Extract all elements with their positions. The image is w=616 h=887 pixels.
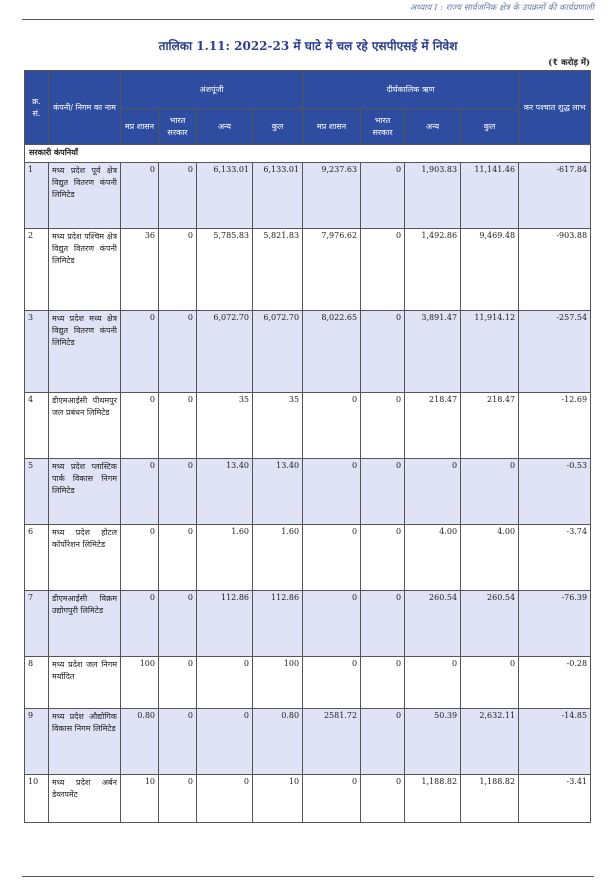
table-row	[25, 459, 591, 525]
cell-equity-other: 13.40	[197, 459, 253, 525]
cell-loan-total: 1,188.82	[461, 775, 519, 823]
cell-loan-mp: 0	[303, 393, 361, 459]
header-net-loss: कर पश्चात शुद्ध लाभ	[519, 71, 591, 145]
cell-equity-total: 0.80	[253, 709, 303, 775]
header-ln-india: भारत सरकार	[361, 109, 405, 145]
cell-company-name: मध्य प्रदेश अर्बन डेव्लपमेंट	[49, 775, 121, 823]
cell-equity-mp: 0	[121, 591, 159, 657]
cell-equity-mp: 0	[121, 525, 159, 591]
cell-equity-india: 0	[159, 775, 197, 823]
cell-company-name: डीएमआईसी पीथमपुर जल प्रबंधन लिमिटेड	[49, 393, 121, 459]
cell-equity-total: 35	[253, 393, 303, 459]
cell-loan-total: 0	[461, 657, 519, 709]
cell-equity-other: 0	[197, 709, 253, 775]
cell-equity-india: 0	[159, 229, 197, 311]
cell-loan-india: 0	[361, 775, 405, 823]
cell-loan-total: 11,141.46	[461, 163, 519, 229]
cell-company-name: मध्य प्रदेश प्लास्टिक पार्क विकास निगम लिमिटेड	[49, 459, 121, 525]
cell-net-loss: -903.88	[519, 229, 591, 311]
cell-equity-india: 0	[159, 657, 197, 709]
cell-equity-mp: 0	[121, 163, 159, 229]
cell-loan-india: 0	[361, 311, 405, 393]
header-eq-total: कुल	[253, 109, 303, 145]
cell-loan-india: 0	[361, 525, 405, 591]
cell-equity-mp: 36	[121, 229, 159, 311]
bottom-divider	[22, 876, 594, 877]
cell-sr: 5	[25, 459, 49, 525]
header-ln-other: अन्य	[405, 109, 461, 145]
table-row	[25, 163, 591, 229]
cell-sr: 1	[25, 163, 49, 229]
cell-equity-total: 5,821.83	[253, 229, 303, 311]
cell-company-name: डीएमआईसी विक्रम उद्योगपुरी लिमिटेड	[49, 591, 121, 657]
cell-equity-mp: 100	[121, 657, 159, 709]
cell-loan-total: 218.47	[461, 393, 519, 459]
cell-net-loss: -3.41	[519, 775, 591, 823]
cell-loan-other: 0	[405, 657, 461, 709]
cell-equity-mp: 0	[121, 459, 159, 525]
cell-equity-other: 112.86	[197, 591, 253, 657]
cell-equity-other: 5,785.83	[197, 229, 253, 311]
cell-loan-india: 0	[361, 591, 405, 657]
cell-sr: 2	[25, 229, 49, 311]
cell-equity-other: 0	[197, 657, 253, 709]
cell-equity-total: 13.40	[253, 459, 303, 525]
cell-loan-other: 1,903.83	[405, 163, 461, 229]
cell-equity-india: 0	[159, 163, 197, 229]
cell-loan-total: 4.00	[461, 525, 519, 591]
cell-loan-india: 0	[361, 229, 405, 311]
table-row	[25, 311, 591, 393]
cell-sr: 9	[25, 709, 49, 775]
cell-loan-mp: 0	[303, 525, 361, 591]
table-title: तालिका 1.11: 2022-23 में घाटे में चल रहे एसपीएसई में निवेश	[158, 39, 458, 53]
cell-sr: 8	[25, 657, 49, 709]
cell-net-loss: -617.84	[519, 163, 591, 229]
cell-loan-other: 50.39	[405, 709, 461, 775]
cell-loan-mp: 7,976.62	[303, 229, 361, 311]
cell-loan-mp: 2581.72	[303, 709, 361, 775]
table-row	[25, 657, 591, 709]
cell-loan-other: 1,492.86	[405, 229, 461, 311]
cell-company-name: मध्य प्रदेश जल निगम मर्यादित	[49, 657, 121, 709]
cell-net-loss: -12.69	[519, 393, 591, 459]
cell-equity-total: 6,133.01	[253, 163, 303, 229]
section-label: सरकारी कंपनियाँ	[25, 145, 591, 163]
header-sr: क्र. सं.	[25, 71, 49, 145]
cell-equity-india: 0	[159, 525, 197, 591]
cell-net-loss: -0.53	[519, 459, 591, 525]
cell-loan-mp: 0	[303, 459, 361, 525]
cell-loan-other: 260.54	[405, 591, 461, 657]
cell-equity-mp: 0	[121, 311, 159, 393]
cell-equity-india: 0	[159, 709, 197, 775]
cell-loan-india: 0	[361, 163, 405, 229]
cell-sr: 10	[25, 775, 49, 823]
unit-label: (₹ करोड़ में)	[548, 58, 590, 68]
table-row	[25, 393, 591, 459]
cell-loan-other: 0	[405, 459, 461, 525]
running-header: अध्याय I : राज्य सार्वजनिक क्षेत्र के उपक्रमों की कार्यप्रणाली	[409, 3, 594, 13]
header-eq-india: भारत सरकार	[159, 109, 197, 145]
cell-net-loss: -76.39	[519, 591, 591, 657]
table-row	[25, 775, 591, 823]
cell-loan-other: 3,891.47	[405, 311, 461, 393]
cell-sr: 7	[25, 591, 49, 657]
cell-company-name: मध्य प्रदेश मध्य क्षेत्र विद्युत वितरण कंपनी लिमिटेड	[49, 311, 121, 393]
cell-equity-india: 0	[159, 311, 197, 393]
cell-equity-other: 6,133.01	[197, 163, 253, 229]
header-ln-total: कुल	[461, 109, 519, 145]
header-equity: अंशपूंजी	[121, 71, 303, 109]
cell-equity-other: 1.60	[197, 525, 253, 591]
header-eq-other: अन्य	[197, 109, 253, 145]
cell-equity-mp: 10	[121, 775, 159, 823]
cell-company-name: मध्य प्रदेश पश्चिम क्षेत्र विद्युत वितरण कंपनी लिमिटेड	[49, 229, 121, 311]
top-divider	[22, 19, 594, 20]
table-row	[25, 591, 591, 657]
cell-equity-other: 35	[197, 393, 253, 459]
cell-loan-other: 218.47	[405, 393, 461, 459]
cell-sr: 4	[25, 393, 49, 459]
cell-equity-other: 0	[197, 775, 253, 823]
cell-loan-total: 260.54	[461, 591, 519, 657]
cell-equity-total: 112.86	[253, 591, 303, 657]
cell-loan-india: 0	[361, 393, 405, 459]
cell-equity-mp: 0	[121, 393, 159, 459]
cell-equity-total: 10	[253, 775, 303, 823]
cell-equity-total: 1.60	[253, 525, 303, 591]
cell-sr: 6	[25, 525, 49, 591]
cell-sr: 3	[25, 311, 49, 393]
cell-loan-total: 11,914.12	[461, 311, 519, 393]
cell-loan-other: 4.00	[405, 525, 461, 591]
cell-company-name: मध्य प्रदेश होटल कॉर्पोरेशन लिमिटेड	[49, 525, 121, 591]
header-loan: दीर्घकालिक ऋण	[303, 71, 519, 109]
cell-company-name: मध्य प्रदेश औद्योगिक विकास निगम लिमिटेड	[49, 709, 121, 775]
cell-net-loss: -14.85	[519, 709, 591, 775]
table-row	[25, 525, 591, 591]
cell-loan-mp: 0	[303, 657, 361, 709]
cell-equity-india: 0	[159, 591, 197, 657]
cell-company-name: मध्य प्रदेश पूर्व क्षेत्र विद्युत वितरण कंपनी लिमिटेड	[49, 163, 121, 229]
cell-loan-india: 0	[361, 657, 405, 709]
cell-loan-mp: 0	[303, 775, 361, 823]
cell-loan-mp: 0	[303, 591, 361, 657]
cell-equity-total: 6,072.70	[253, 311, 303, 393]
investment-table	[24, 70, 591, 823]
cell-loan-other: 1,188.82	[405, 775, 461, 823]
cell-net-loss: -0.28	[519, 657, 591, 709]
cell-equity-total: 100	[253, 657, 303, 709]
cell-loan-mp: 9,237.63	[303, 163, 361, 229]
cell-loan-total: 0	[461, 459, 519, 525]
cell-loan-mp: 8,022.65	[303, 311, 361, 393]
header-ln-mp: मप्र शासन	[303, 109, 361, 145]
cell-loan-total: 9,469.48	[461, 229, 519, 311]
cell-net-loss: -257.54	[519, 311, 591, 393]
cell-net-loss: -3.74	[519, 525, 591, 591]
cell-loan-total: 2,632.11	[461, 709, 519, 775]
cell-loan-india: 0	[361, 459, 405, 525]
cell-equity-india: 0	[159, 393, 197, 459]
cell-equity-india: 0	[159, 459, 197, 525]
header-eq-mp: मप्र शासन	[121, 109, 159, 145]
cell-equity-mp: 0.80	[121, 709, 159, 775]
header-company: कंपनी/ निगम का नाम	[49, 71, 121, 145]
table-row	[25, 709, 591, 775]
table-row	[25, 229, 591, 311]
cell-loan-india: 0	[361, 709, 405, 775]
cell-equity-other: 6,072.70	[197, 311, 253, 393]
